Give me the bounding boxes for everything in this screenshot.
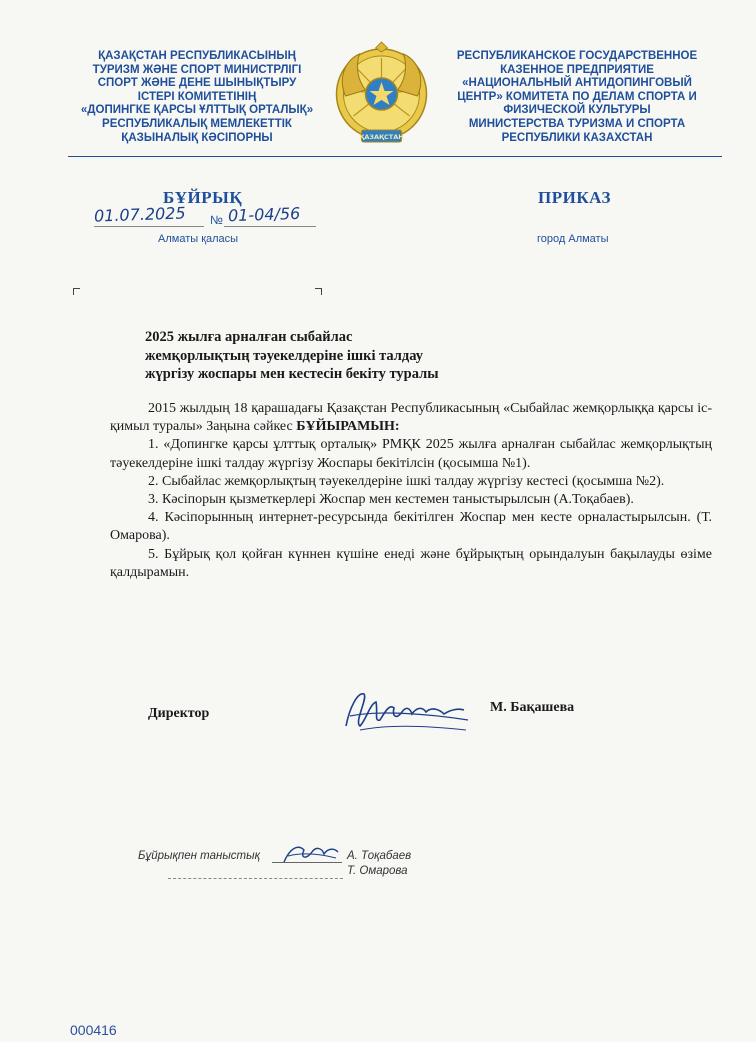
header-left-line: СПОРТ ЖӘНЕ ДЕНЕ ШЫНЫҚТЫРУ bbox=[97, 77, 297, 90]
order-date: 01.07.2025 bbox=[93, 203, 186, 226]
header-right-line: МИНИСТЕРСТВА ТУРИЗМА И СПОРТА bbox=[468, 117, 686, 130]
header-left-line: ҚАЗАҚСТАН РЕСПУБЛИКАСЫНЫҢ bbox=[98, 50, 296, 62]
acquainted-signature-icon bbox=[280, 838, 340, 868]
corner-mark-icon bbox=[73, 288, 80, 295]
body-item: 4. Кәсіпорынның интернет-ресурсында бекітілген Жоспар мен кесте орналастырылсын. (Т. Омарова). bbox=[110, 510, 712, 544]
subject-line: жемқорлықтың тәуекелдеріне ішкі талдау bbox=[145, 347, 424, 364]
body-intro-command: БҰЙЫРАМЫН: bbox=[296, 419, 400, 435]
body-intro-text: 2015 жылдың 18 қарашадағы Қазақстан Республикасының «Сыбайлас жемқорлыққа қарсы іс-қимыл туралы» Заңына сәйкес bbox=[110, 401, 712, 435]
emblem-ribbon-text: ҚАЗАҚСТАН bbox=[359, 133, 404, 141]
header-right-line: РЕСПУБЛИКАНСКОЕ ГОСУДАРСТВЕННОЕ bbox=[456, 50, 698, 62]
order-subject bbox=[145, 328, 565, 384]
corner-mark-icon bbox=[315, 288, 322, 295]
header-right-line: «НАЦИОНАЛЬНЫЙ АНТИДОПИНГОВЫЙ bbox=[462, 77, 692, 90]
header-left-line: ІСТЕРІ КОМИТЕТІНІҢ bbox=[137, 90, 257, 103]
acquainted-line bbox=[168, 878, 343, 879]
signatory-name: М. Бақашева bbox=[490, 700, 575, 715]
body-item: 2. Сыбайлас жемқорлықтың тәуекелдеріне ішкі талдау жүргізу кестесі (қосымша №2). bbox=[148, 473, 665, 489]
subject-line: 2025 жылға арналған сыбайлас bbox=[145, 329, 353, 345]
body-item: 1. «Допингке қарсы ұлттық орталық» РМҚК 2025 жылға арналған сыбайлас жемқорлықтың тәуекелдеріне ішкі талдау жүргізу Жоспары бекітілсін (қосымша №1). bbox=[110, 437, 712, 471]
director-signature-icon bbox=[340, 686, 472, 736]
order-title-ru: ПРИКАЗ bbox=[538, 188, 611, 207]
header-left-line: РЕСПУБЛИКАЛЫҚ МЕМЛЕКЕТТІК bbox=[102, 117, 292, 130]
order-title-kz: БҰЙРЫҚ bbox=[163, 188, 243, 207]
header-left-line: «ДОПИНГКЕ ҚАРСЫ ҰЛТТЫҚ ОРТАЛЫҚ» bbox=[80, 104, 314, 117]
order-city-kz: Алматы қаласы bbox=[158, 233, 239, 245]
header-right-line: ЦЕНТР» КОМИТЕТА ПО ДЕЛАМ СПОРТА И bbox=[457, 90, 697, 103]
order-city-ru: город Алматы bbox=[537, 233, 609, 245]
date-underline bbox=[94, 226, 204, 227]
number-underline bbox=[224, 226, 316, 227]
acquainted-label: Бұйрықпен таныстық bbox=[138, 850, 261, 862]
acquainted-name: А. Тоқабаев bbox=[347, 850, 412, 862]
form-serial-number: 000416 bbox=[70, 1022, 117, 1038]
number-sign: № bbox=[210, 213, 223, 227]
body-item: 3. Кәсіпорын қызметкерлері Жоспар мен кестемен таныстырылсын (А.Тоқабаев). bbox=[148, 492, 634, 508]
header-right-org-name bbox=[432, 50, 722, 145]
header-right-line: РЕСПУБЛИКИ КАЗАХСТАН bbox=[501, 131, 653, 144]
subject-line: жүргізу жоспары мен кестесін бекіту туралы bbox=[145, 366, 439, 382]
state-emblem-icon bbox=[331, 40, 432, 148]
acquainted-name: Т. Омарова bbox=[347, 865, 408, 877]
body-item: 5. Бұйрық қол қойған күннен күшіне енеді және бұйрықтың орындалуын бақылауды өзіме қалдырамын. bbox=[110, 546, 712, 580]
signatory-position: Директор bbox=[148, 706, 210, 721]
header-right-line: ФИЗИЧЕСКОЙ КУЛЬТУРЫ bbox=[503, 104, 651, 117]
order-number: 01-04/56 bbox=[227, 203, 301, 226]
header-left-org-name bbox=[62, 50, 332, 145]
body-intro bbox=[110, 400, 712, 436]
header-right-line: КАЗЕННОЕ ПРЕДПРИЯТИЕ bbox=[500, 63, 654, 76]
order-body bbox=[110, 400, 712, 582]
header-left-line: ТУРИЗМ ЖӘНЕ СПОРТ МИНИСТРЛІГІ bbox=[92, 63, 302, 76]
header-left-line: ҚАЗЫНАЛЫҚ КӘСІПОРНЫ bbox=[121, 131, 273, 144]
header-divider bbox=[68, 156, 722, 157]
